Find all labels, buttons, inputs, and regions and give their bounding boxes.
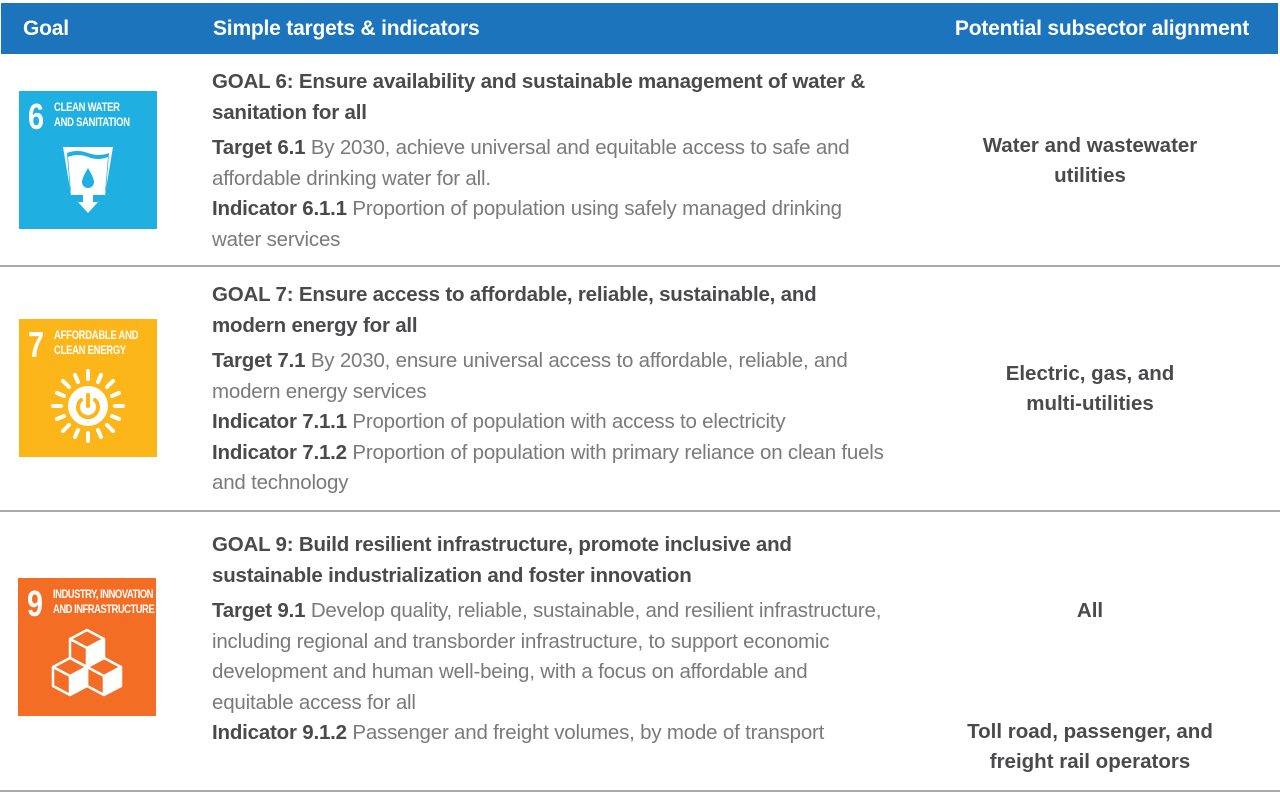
- industry-innovation-infrastructure-icon: [18, 578, 156, 716]
- goal-title: GOAL 9: Build resilient infrastructure, promote inclusive and sustainable industrialization and foster innovation: [212, 533, 792, 587]
- tile-title: CLEAN WATER AND SANITATION: [54, 102, 130, 129]
- indicator-label: Indicator 7.1.1: [212, 410, 347, 433]
- header-subsector-alignment: Potential subsector alignment: [954, 17, 1249, 40]
- indicator-item: [212, 194, 892, 255]
- target-label: Target 9.1: [212, 599, 306, 622]
- indicator-label: Indicator 7.1.2: [212, 440, 347, 464]
- goal-9-content: [212, 530, 892, 749]
- water-glass-icon: [19, 131, 157, 226]
- target-item: [212, 133, 892, 194]
- table-row-goal-7: [0, 267, 1280, 512]
- sun-power-icon: [19, 359, 157, 454]
- table-row-goal-9: [0, 512, 1280, 792]
- goal-title: GOAL 7: Ensure access to affordable, reliable, sustainable, and modern energy for all: [212, 283, 817, 337]
- tile-number: 6: [28, 96, 45, 137]
- indicator-text: Proportion of population with primary reliance on clean fuels and technology: [212, 440, 884, 494]
- indicator-text: Proportion of population using safely managed drinking water services: [212, 197, 842, 251]
- goal-title: GOAL 6: Ensure availability and sustainable management of water & sanitation for all: [212, 70, 866, 124]
- indicator-label: Indicator 9.1.2: [212, 721, 347, 744]
- clean-water-sanitation-icon: [19, 91, 157, 229]
- indicator-item: [212, 718, 892, 749]
- indicator-text: Passenger and freight volumes, by mode of transport: [352, 721, 825, 744]
- affordable-clean-energy-icon: [19, 319, 157, 457]
- tile-title: AFFORDABLE AND CLEAN ENERGY: [54, 330, 139, 357]
- subsector-alignment-transport: Toll road, passenger, and freight rail operators: [967, 720, 1213, 773]
- subsector-alignment: Water and wastewater utilities: [982, 134, 1198, 187]
- target-text: By 2030, ensure universal access to affordable, reliable, and modern energy services: [212, 349, 848, 403]
- table-header: [1, 3, 1278, 54]
- table-row-goal-6: [0, 54, 1280, 267]
- header-targets-indicators: Simple targets & indicators: [213, 17, 480, 40]
- tile-number: 7: [28, 324, 45, 365]
- indicator-text: Proportion of population with access to electricity: [352, 410, 786, 433]
- target-item: [212, 346, 892, 407]
- subsector-alignment: Electric, gas, and multi-utilities: [1005, 362, 1175, 415]
- target-item: [212, 596, 892, 718]
- indicator-label: Indicator 6.1.1: [212, 197, 347, 220]
- goal-6-content: [212, 67, 892, 255]
- target-label: Target 7.1: [212, 349, 306, 372]
- indicator-item: [212, 438, 892, 499]
- target-text: By 2030, achieve universal and equitable access to safe and affordable drinking water for all.: [212, 136, 850, 190]
- tile-title: INDUSTRY, INNOVATION AND INFRASTRUCTURE: [53, 589, 155, 616]
- target-text: Develop quality, reliable, sustainable, and resilient infrastructure, including regional and transborder infrastructure, to support economic development and human well-being, with a focus on affordable and equitable access for all: [212, 599, 882, 714]
- header-goal: Goal: [23, 17, 69, 40]
- subsector-alignment-all: All: [1076, 599, 1104, 622]
- goal-7-content: [212, 280, 892, 499]
- indicator-item: [212, 407, 892, 438]
- target-label: Target 6.1: [212, 136, 306, 159]
- cubes-icon: [18, 618, 156, 713]
- tile-number: 9: [27, 583, 44, 624]
